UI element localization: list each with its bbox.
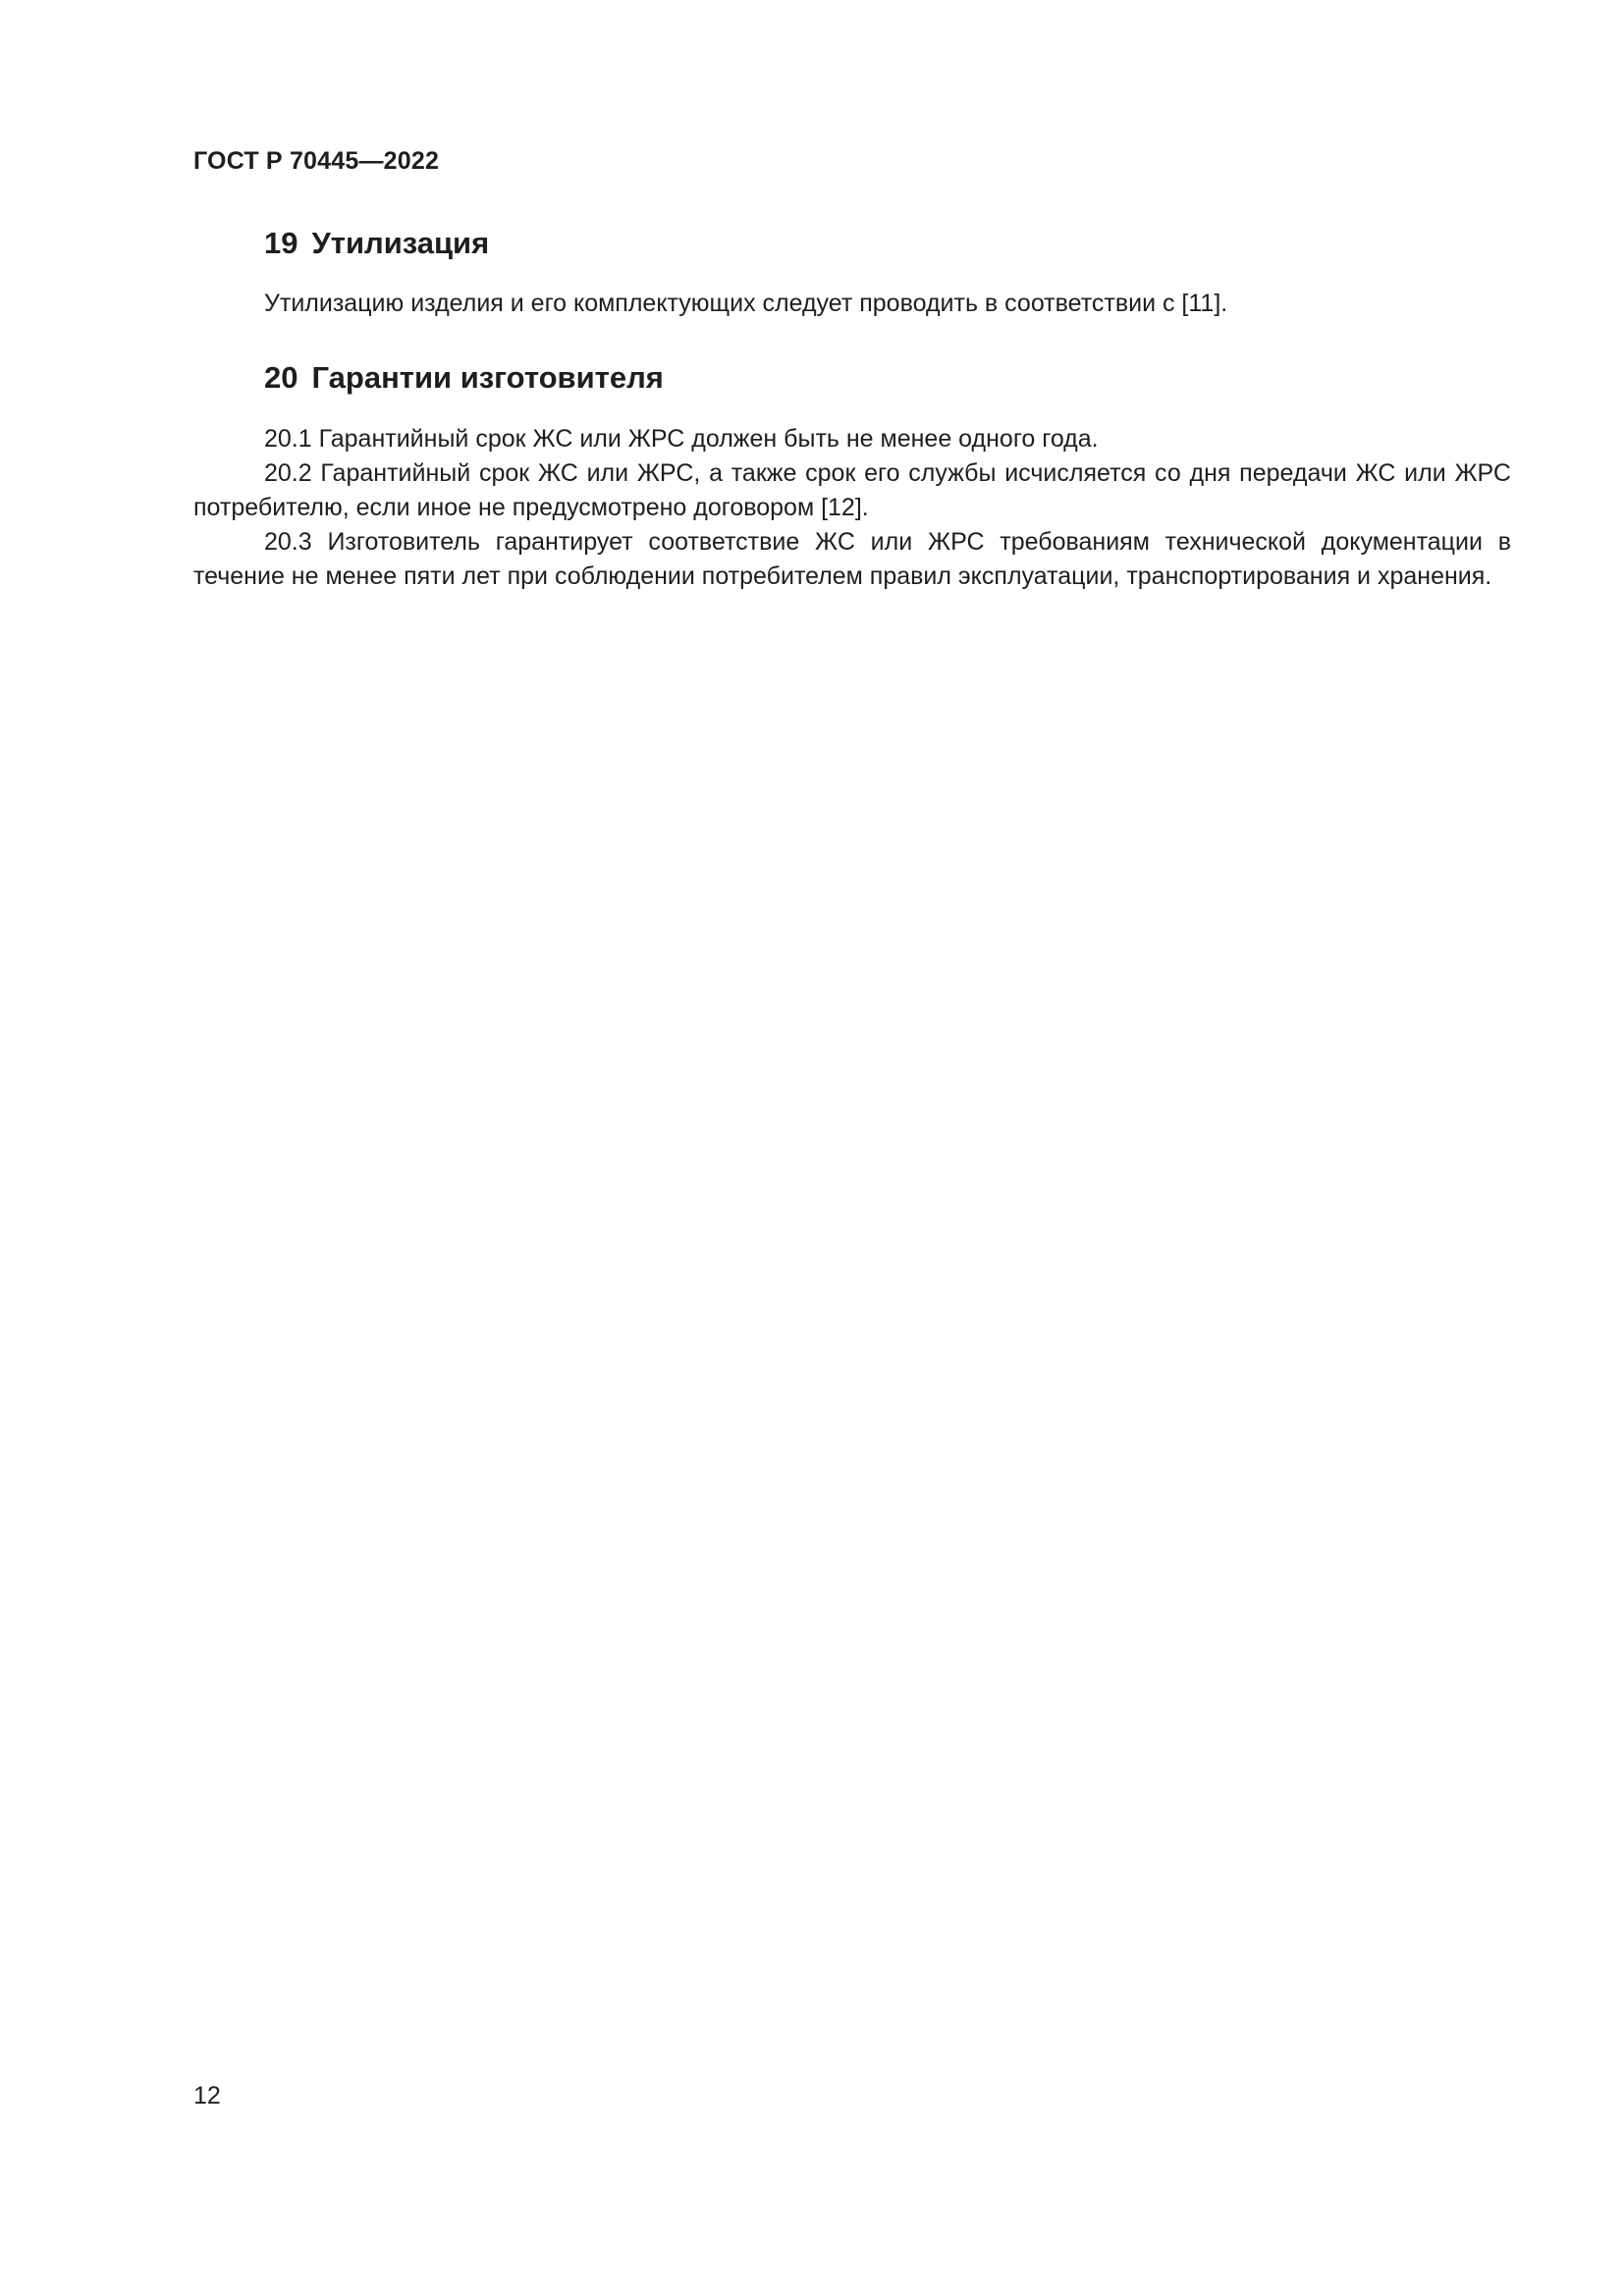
paragraph-19-1 bbox=[193, 287, 1511, 321]
section-title: Гарантии изготовителя bbox=[311, 360, 664, 395]
paragraph-text: Утилизацию изделия и его комплектующих следует проводить в соответствии с [11]. bbox=[264, 290, 1228, 317]
section-heading-20 bbox=[264, 360, 664, 396]
paragraph-text: 20.3 Изготовитель гарантирует соответствие ЖС или ЖРС требованиям технической документации в течение не менее пяти лет при соблюдении потребителем правил эксплуатации, транспортирования и хранения. bbox=[193, 528, 1511, 590]
paragraph-20-1 bbox=[193, 422, 1511, 456]
paragraph-text: 20.2 Гарантийный срок ЖС или ЖРС, а также срок его службы исчисляется со дня передачи ЖС или ЖРС потребителю, если иное не предусмотрено договором [12]. bbox=[193, 459, 1511, 521]
section-number: 19 bbox=[264, 226, 298, 260]
document-code: ГОСТ Р 70445—2022 bbox=[193, 147, 440, 175]
section-title: Утилизация bbox=[311, 226, 490, 260]
paragraph-text: 20.1 Гарантийный срок ЖС или ЖРС должен быть не менее одного года. bbox=[264, 425, 1099, 453]
section-number: 20 bbox=[264, 360, 298, 395]
paragraph-20-3 bbox=[193, 525, 1511, 594]
paragraph-20-2 bbox=[193, 456, 1511, 525]
section-heading-19 bbox=[264, 226, 489, 261]
page-number: 12 bbox=[193, 2082, 221, 2109]
